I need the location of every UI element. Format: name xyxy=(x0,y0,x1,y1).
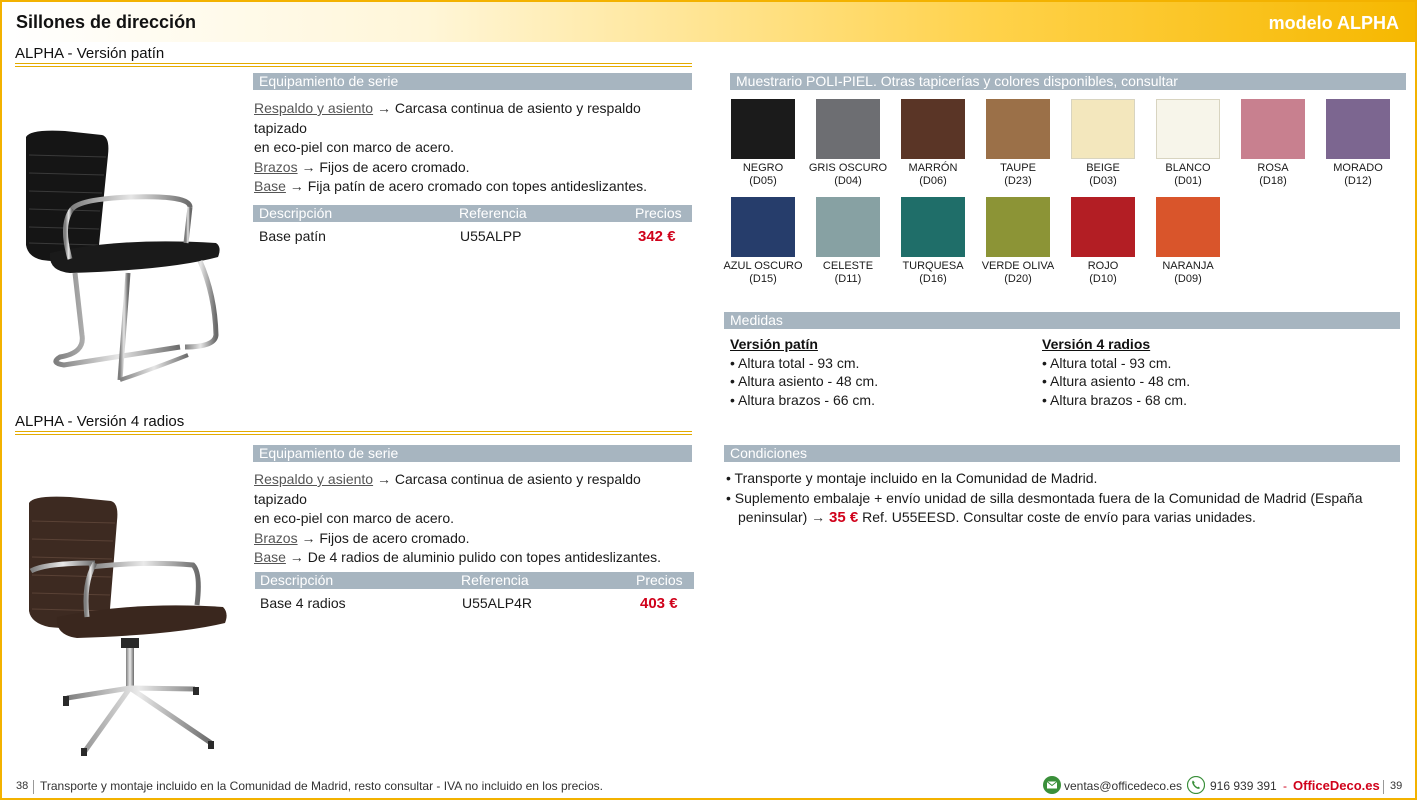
footer-email[interactable]: ventas@officedeco.es xyxy=(1064,779,1183,793)
chair-black-image xyxy=(20,125,225,387)
th-precios: Precios xyxy=(636,572,683,588)
arrow-right-icon: → xyxy=(285,549,304,565)
list-item: • Altura asiento - 48 cm. xyxy=(730,373,879,389)
th-descripcion: Descripción xyxy=(260,572,334,588)
arrow-right-icon: → xyxy=(285,178,304,194)
equip-text-patin: Respaldo y asiento → Carcasa continua de asiento y respaldo tapizado en eco-piel con marco de acero. Brazos → Fijos de acero cromado. Base → Fija patín de acero cromado con topes antideslizantes. xyxy=(254,100,648,194)
medidas-band: Medidas xyxy=(724,312,1400,329)
base-key: Base xyxy=(254,178,286,194)
color-swatch xyxy=(731,99,795,159)
respaldo-key: Respaldo y asiento xyxy=(254,100,374,116)
swatch-code: (D23) xyxy=(1004,174,1032,187)
page-number-right: 39 xyxy=(1390,780,1403,792)
color-swatch xyxy=(1326,99,1390,159)
th-precios: Precios xyxy=(635,205,682,221)
swatch-label xyxy=(1058,260,1148,285)
swatch-label xyxy=(888,162,978,187)
list-item: • Altura asiento - 48 cm. xyxy=(1042,373,1191,389)
swatch-label xyxy=(803,162,893,187)
table-header-4radios xyxy=(255,572,694,589)
swatch-label xyxy=(803,260,893,285)
footer-separator xyxy=(1383,780,1384,794)
swatch-code: (D18) xyxy=(1259,174,1287,187)
swatch-code: (D16) xyxy=(919,272,947,285)
respaldo-key: Respaldo y asiento xyxy=(254,471,374,487)
swatch-name: BLANCO xyxy=(1165,162,1211,174)
swatch-code: (D12) xyxy=(1344,174,1372,187)
swatch-name: ROSA xyxy=(1257,162,1289,174)
header-bar xyxy=(2,2,1415,42)
page-number-left: 38 xyxy=(16,780,29,792)
equip-text-4radios: Respaldo y asiento → Carcasa continua de asiento y respaldo tapizado en eco-piel con marco de acero. Brazos → Fijos de acero cromado. Base → De 4 radios de aluminio pulido con topes antideslizantes. xyxy=(254,471,662,565)
color-swatch xyxy=(986,99,1050,159)
color-swatch xyxy=(1071,99,1135,159)
section-divider xyxy=(15,431,692,435)
swatch-name: ROJO xyxy=(1087,260,1119,272)
medidas-head-patin: Versión patín xyxy=(730,336,818,352)
model-title: modelo ALPHA xyxy=(1268,13,1399,33)
base-key: Base xyxy=(254,549,286,565)
swatch-name: MORADO xyxy=(1333,162,1383,174)
cell-referencia: U55ALPP xyxy=(460,228,522,244)
equip-band-patin: Equipamiento de serie xyxy=(253,73,692,90)
color-swatch xyxy=(816,99,880,159)
cell-descripcion: Base patín xyxy=(259,228,326,244)
swatch-name: TURQUESA xyxy=(902,260,964,272)
swatch-name: AZUL OSCURO xyxy=(723,260,803,272)
chair-brown-image xyxy=(25,493,230,758)
swatch-name: VERDE OLIVA xyxy=(981,260,1055,272)
arrow-right-icon: → xyxy=(373,100,391,116)
footer-phone[interactable]: 916 939 391 xyxy=(1210,779,1277,793)
swatch-label xyxy=(973,260,1063,285)
medidas-head-4radios: Versión 4 radios xyxy=(1042,336,1151,352)
th-referencia: Referencia xyxy=(459,205,527,221)
footer-brand[interactable]: OfficeDeco.es xyxy=(1293,778,1380,793)
email-icon xyxy=(1043,776,1061,794)
cell-price: 342 € xyxy=(638,228,676,245)
brazos-key: Brazos xyxy=(254,529,298,546)
swatch-code: (D20) xyxy=(1004,272,1032,285)
color-swatch xyxy=(986,197,1050,257)
swatch-label xyxy=(1313,162,1403,187)
swatch-code: (D09) xyxy=(1174,272,1202,285)
swatch-label xyxy=(1143,162,1233,187)
swatch-label xyxy=(718,260,808,285)
swatch-name: BEIGE xyxy=(1086,162,1120,174)
th-referencia: Referencia xyxy=(461,572,529,588)
swatch-code: (D01) xyxy=(1174,174,1202,187)
swatch-code: (D04) xyxy=(834,174,862,187)
swatch-name: TAUPE xyxy=(1000,162,1036,174)
section-title-patin: ALPHA - Versión patín xyxy=(15,45,165,62)
shipping-price: 35 € xyxy=(829,509,859,526)
swatch-name: GRIS OSCURO xyxy=(808,162,888,174)
condiciones-text: • Transporte y montaje incluido en la Comunidad de Madrid. • Suplemento embalaje + envío unidad de silla desmontada fuera de la Comunidad de Madrid (España peninsular) → 35 € Ref. U55EESD. Consultar coste de envío para varias unidades. xyxy=(726,470,1363,526)
page-title: Sillones de dirección xyxy=(16,12,197,32)
color-swatch xyxy=(901,197,965,257)
footer-separator xyxy=(33,780,34,794)
section-divider xyxy=(15,63,692,67)
swatch-name: CELESTE xyxy=(822,260,874,272)
list-item: • Altura brazos - 66 cm. xyxy=(730,392,875,408)
swatch-name: MARRÓN xyxy=(908,162,958,174)
color-swatch xyxy=(1071,197,1135,257)
samples-band: Muestrario POLI-PIEL. Otras tapicerías y colores disponibles, consultar xyxy=(730,73,1406,90)
section-title-4radios: ALPHA - Versión 4 radios xyxy=(15,413,185,430)
color-swatch xyxy=(901,99,965,159)
color-swatch xyxy=(1156,197,1220,257)
list-item: • Altura total - 93 cm. xyxy=(730,355,860,371)
list-item: • Altura total - 93 cm. xyxy=(1042,355,1172,371)
condiciones-band: Condiciones xyxy=(724,445,1400,462)
swatch-label xyxy=(888,260,978,285)
color-swatch xyxy=(1241,99,1305,159)
cell-referencia: U55ALP4R xyxy=(462,595,533,611)
brazos-key: Brazos xyxy=(254,158,298,175)
swatch-name: NARANJA xyxy=(1162,260,1214,272)
swatch-code: (D06) xyxy=(919,174,947,187)
swatch-label xyxy=(1228,162,1318,187)
cell-descripcion: Base 4 radios xyxy=(260,595,346,611)
phone-icon xyxy=(1187,776,1205,794)
arrow-right-icon: → xyxy=(297,529,316,546)
swatch-label xyxy=(1143,260,1233,285)
swatch-label xyxy=(718,162,808,187)
swatch-code: (D05) xyxy=(749,174,777,187)
swatch-label xyxy=(973,162,1063,187)
arrow-right-icon: → xyxy=(811,509,830,525)
color-swatch xyxy=(1156,99,1220,159)
th-descripcion: Descripción xyxy=(259,205,333,221)
arrow-right-icon: → xyxy=(297,158,316,175)
cell-price: 403 € xyxy=(640,595,678,612)
swatch-code: (D11) xyxy=(834,272,862,285)
swatch-label xyxy=(1058,162,1148,187)
swatch-name: NEGRO xyxy=(742,162,784,174)
equip-band-4radios: Equipamiento de serie xyxy=(253,445,692,462)
swatch-code: (D15) xyxy=(749,272,777,285)
footer-note: Transporte y montaje incluido en la Comunidad de Madrid, resto consultar - IVA no incluido en los precios. xyxy=(40,779,603,793)
swatch-code: (D10) xyxy=(1089,272,1117,285)
arrow-right-icon: → xyxy=(373,471,391,487)
color-swatch xyxy=(731,197,795,257)
color-swatch xyxy=(816,197,880,257)
footer-dash: - xyxy=(1283,779,1287,793)
table-header-patin xyxy=(253,205,692,222)
list-item: • Altura brazos - 68 cm. xyxy=(1042,392,1187,408)
swatch-code: (D03) xyxy=(1089,174,1117,187)
